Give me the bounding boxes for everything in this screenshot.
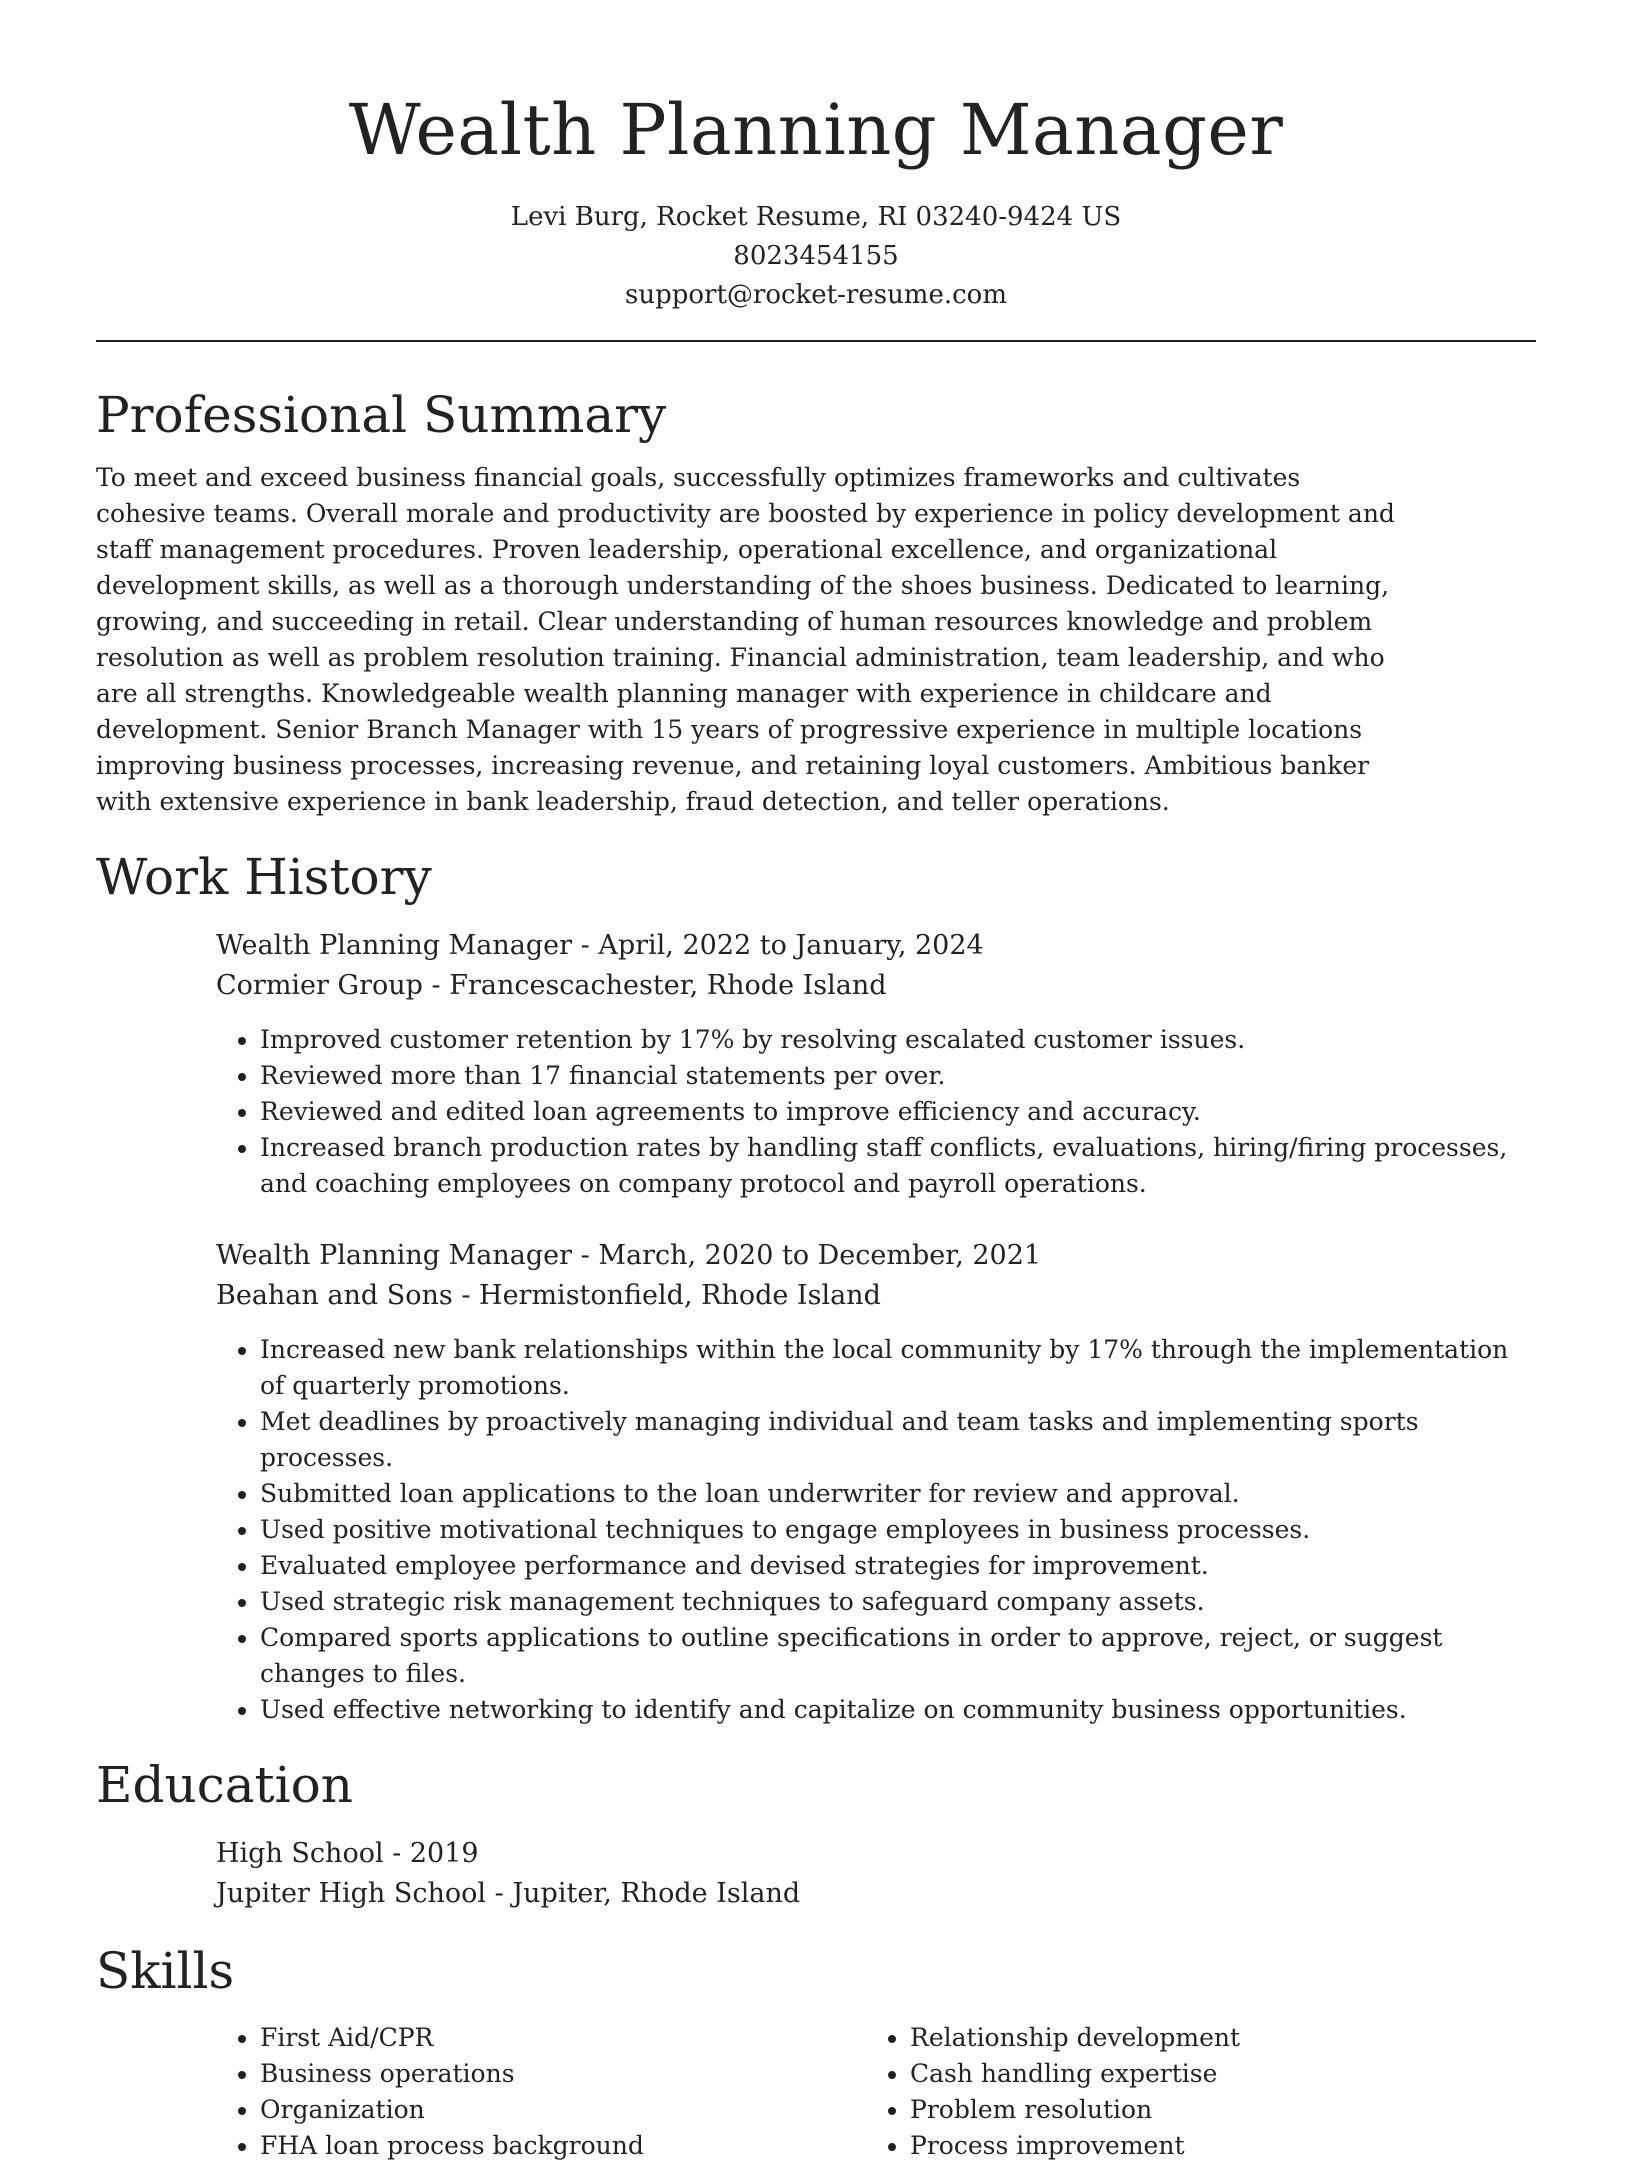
job-entry [216,926,1536,1202]
education-degree-line [216,1834,1536,1874]
header-divider [96,340,1536,342]
resume-header [96,80,1536,315]
job-bullet: • Compared sports applications to outline specifications in order to approve, reject, or suggest changes to files. [260,1620,1536,1692]
job-role: Wealth Planning Manager [216,1240,573,1271]
job-bullet: • Used positive motivational techniques to engage employees in business processes. [260,1512,1536,1548]
job-bullet: • Used strategic risk management techniques to safeguard company assets. [260,1584,1536,1620]
skill-item: • Process improvement [910,2128,1516,2164]
job-bullet: • Increased new bank relationships within the local community by 17% through the implementation of quarterly promotions. [260,1332,1536,1404]
job-role: Wealth Planning Manager [216,930,573,961]
resume-body [96,378,1536,2164]
job-bullets [216,1022,1536,1202]
summary-text: To meet and exceed business financial goals, successfully optimizes frameworks and cultivates cohesive teams. Overall morale and productivity are boosted by experience in policy development and staff management procedures. Proven leadership, operational excellence, and organizational development skills, as well as a thorough understanding of the shoes business. Dedicated to learning, growing, and succeeding in retail. Clear understanding of human resources knowledge and problem resolution as well as problem resolution training. Financial administration, team leadership, and who are all strengths. Knowledgeable wealth planning manager with experience in childcare and development. Senior Branch Manager with 15 years of progressive experience in multiple locations improving business processes, increasing revenue, and retaining loyal customers. Ambitious banker with extensive experience in bank leadership, fraud detection, and teller operations. [96,463,1395,816]
job-bullet: • Submitted loan applications to the loan underwriter for review and approval. [260,1476,1536,1512]
job-company-line [216,1276,1536,1316]
job-title-line [216,1236,1536,1276]
contact-address: Levi Burg, Rocket Resume, RI 03240-9424 US [510,202,1122,232]
education-heading: Education [96,1756,353,1814]
skill-item: • Relationship development [910,2020,1516,2056]
job-bullet: • Increased branch production rates by handling staff conflicts, evaluations, hiring/firing processes, and coaching employees on company protocol and payroll operations. [260,1130,1536,1202]
education-year: - 2019 [383,1838,479,1869]
job-bullet: • Evaluated employee performance and devised strategies for improvement. [260,1548,1536,1584]
skill-item: • Business operations [260,2056,866,2092]
summary-section [96,378,1536,820]
job-entry [216,1236,1536,1728]
job-bullet: • Improved customer retention by 17% by resolving escalated customer issues. [260,1022,1536,1058]
job-company: Beahan and Sons [216,1280,453,1311]
contact-email: support@rocket-resume.com [624,280,1007,310]
education-section [96,1748,1536,1914]
skills-column-right [866,2020,1516,2164]
job-bullet: • Reviewed more than 17 financial statements per over. [260,1058,1536,1094]
job-location: - Francescachester, Rhode Island [422,970,887,1001]
job-title-line [216,926,1536,966]
job-company-line [216,966,1536,1006]
summary-heading: Professional Summary [96,386,667,444]
job-location: - Hermistonfield, Rhode Island [452,1280,881,1311]
education-entry [216,1834,1536,1914]
job-bullet: • Reviewed and edited loan agreements to improve efficiency and accuracy. [260,1094,1536,1130]
skill-item: • Organization [260,2092,866,2128]
skills-list [866,2020,1516,2164]
job-company: Cormier Group [216,970,423,1001]
education-location: - Jupiter, Rhode Island [486,1878,801,1909]
job-bullets [216,1332,1536,1728]
skill-item: • Cash handling expertise [910,2056,1516,2092]
skill-item: • First Aid/CPR [260,2020,866,2056]
skill-item: • Problem resolution [910,2092,1516,2128]
education-school: Jupiter High School [216,1878,487,1909]
education-degree: High School [216,1838,384,1869]
skills-grid [216,2020,1536,2164]
job-bullet: • Met deadlines by proactively managing individual and team tasks and implementing sports processes. [260,1404,1536,1476]
job-dates: - March, 2020 to December, 2021 [572,1240,1042,1271]
contact-phone: 8023454155 [733,241,899,271]
skills-column-left [216,2020,866,2164]
contact-block [96,198,1536,315]
skill-item: • FHA loan process background [260,2128,866,2164]
skills-heading: Skills [96,1942,235,2000]
skills-list [216,2020,866,2164]
work-history-heading: Work History [96,848,432,906]
resume-title: Wealth Planning Manager [348,89,1284,171]
work-history-section [96,840,1536,1728]
skills-section [96,1934,1536,2164]
job-dates: - April, 2022 to January, 2024 [572,930,984,961]
job-bullet: • Used effective networking to identify and capitalize on community business opportunities. [260,1692,1536,1728]
education-school-line [216,1874,1536,1914]
